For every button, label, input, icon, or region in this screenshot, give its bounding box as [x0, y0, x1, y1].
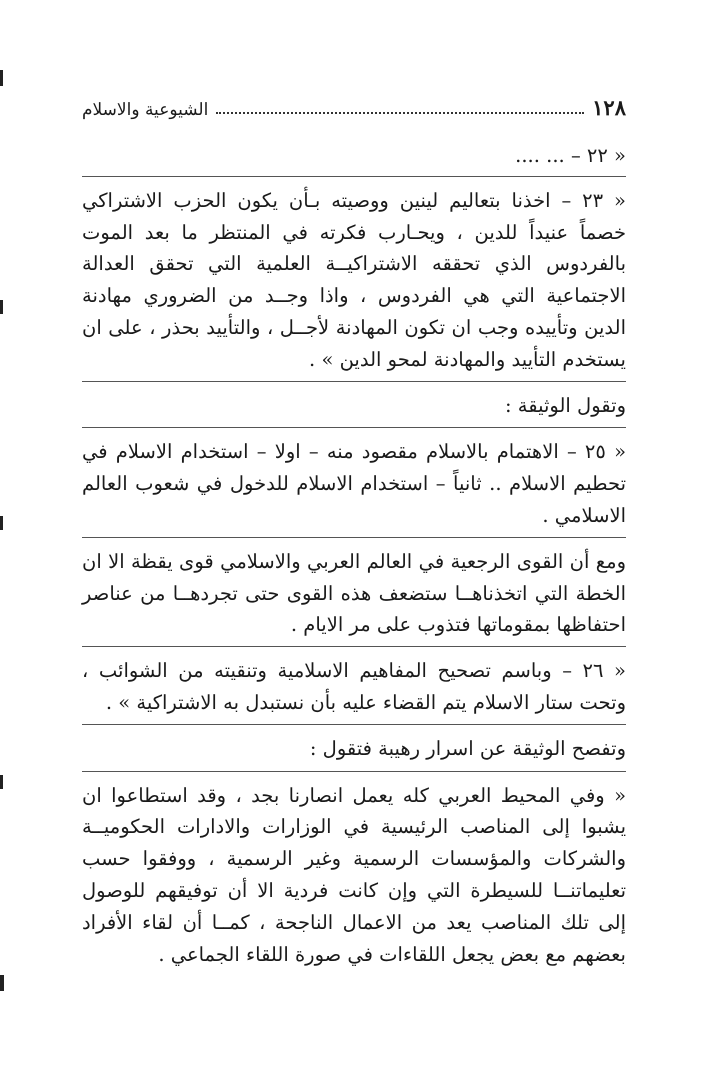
page-header: [82, 92, 626, 120]
page-number: ١٢٨: [592, 95, 626, 120]
page-body: [82, 140, 626, 975]
quoted-item-26: « ٢٦ – وباسم تصحيح المفاهيم الاسلامية وتنقيته من الشوائب ، وتحت ستار الاسلام يتم القضاء عليه بأن نستبدل به الاشتراكية » .: [82, 659, 626, 714]
section-divider: [82, 176, 626, 177]
intro-line-1: وتقول الوثيقة :: [505, 393, 626, 417]
section-divider: [82, 724, 626, 725]
commentary-paragraph: ومع أن القوى الرجعية في العالم العربي والاسلامي قوى يقظة الا ان الخطة التي اتخذناهــا ستضعف هذه القوى حتى تجردهــا من عناصر احتفاظها بمقوماتها فتذوب على مر الايام .: [82, 549, 626, 637]
intro-line-2: وتفصح الوثيقة عن اسرار رهيبة فتقول :: [309, 736, 626, 760]
quoted-item-23: « ٢٣ – اخذنا بتعاليم لينين ووصيته بـأن يكون الحزب الاشتراكي خصماً عنيداً للدين ، ويحـارب فكرته في المنتظر ما بعد الموت بالفردوس الذي تحققه الاشتراكيــة العلمية التي تحقق العدالة الاجتماعية التي هي الفردوس ، واذا وجــد من الضروري مهادنة الدين وتأييده وجب ان تكون المهادنة لأجــل ، والتأييد بحذر ، على ان يستخدم التأييد والمهادنة لمحو الدين » .: [82, 188, 626, 371]
quoted-item-25: « ٢٥ – الاهتمام بالاسلام مقصود منه – اولا – استخدام الاسلام في تحطيم الاسلام .. ثانياً – استخدام الاسلام للدخول في شعوب العالم الاسلامي .: [82, 440, 626, 527]
running-title: الشيوعية والاسلام: [82, 100, 209, 120]
section-divider: [82, 427, 626, 428]
section-divider: [82, 646, 626, 647]
elided-item-22: « ٢٢ – ... ....: [515, 144, 626, 167]
header-dotted-rule: [216, 112, 584, 114]
section-divider: [82, 381, 626, 382]
section-divider: [82, 537, 626, 538]
quoted-excerpt: « وفي المحيط العربي كله يعمل انصارنا بجد ، وقد استطاعوا ان يشبوا إلى المناصب الرئيسية في الوزارات والادارات الحكوميــة والشركات والمؤسسات الرسمية وغير الرسمية ، ووفقوا حسب تعليماتنــا للسيطرة التي وإن كانت فردية الا أن توفيقهم للوصول إلى تلك المناصب يعد من الاعمال الناجحة ، كمــا أن لقاء الأفراد بعضهم مع بعض يجعل اللقاءات في صورة اللقاء الجماعي .: [82, 783, 626, 966]
section-divider: [82, 771, 626, 772]
